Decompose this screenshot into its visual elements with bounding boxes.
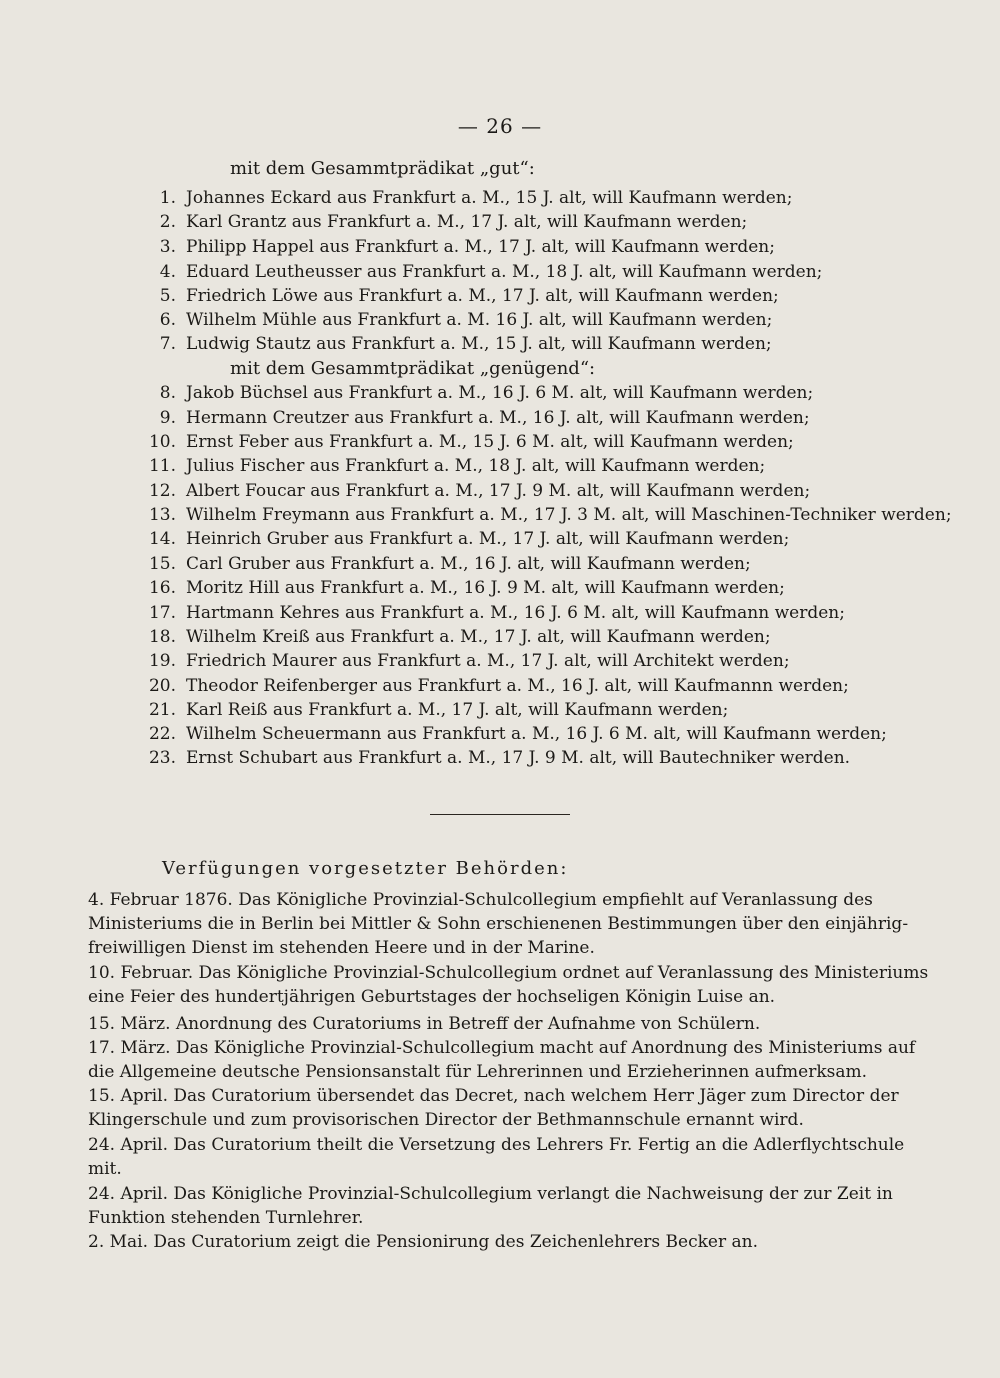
list-item <box>140 237 960 261</box>
page-number: — 26 — <box>457 114 543 138</box>
item-number: 6. <box>159 310 176 330</box>
decree-entry <box>88 1230 938 1254</box>
item-number: 22. <box>148 724 176 744</box>
item-number: 1. <box>159 188 176 208</box>
decree-date: 24. April. <box>88 1184 169 1204</box>
decree-text: Das Curatorium zeigt die Pensionirung des Zeichenlehrers Becker an. <box>153 1232 758 1252</box>
item-number: 15. <box>148 554 176 574</box>
item-number: 23. <box>148 748 176 768</box>
list-item <box>140 724 960 748</box>
decree-date: 17. März. <box>88 1038 171 1058</box>
item-number: 4. <box>159 262 176 282</box>
decree-entry <box>88 1182 938 1230</box>
item-number: 17. <box>148 603 176 623</box>
decree-text: Anordnung des Curatoriums in Betreff der Aufnahme von Schülern. <box>175 1014 761 1034</box>
list-item <box>140 212 960 236</box>
item-text: Eduard Leutheusser aus Frankfurt a. M., 18 J. alt, will Kaufmann werden; <box>186 262 823 282</box>
item-number: 20. <box>148 676 176 696</box>
list-item <box>140 700 960 724</box>
list-item <box>140 262 960 286</box>
decree-entry <box>88 1012 938 1036</box>
list-item <box>140 188 960 212</box>
list-item <box>140 651 960 675</box>
list-item <box>140 408 960 432</box>
item-text: Wilhelm Freymann aus Frankfurt a. M., 17 J. 3 M. alt, will Maschinen-Techniker werden; <box>186 505 952 525</box>
list-item <box>140 432 960 456</box>
list-item <box>140 578 960 602</box>
decrees-title: Verfügungen vorgesetzter Behörden: <box>162 858 569 879</box>
decree-entry <box>88 1084 938 1132</box>
list-item <box>140 627 960 651</box>
item-text: Hermann Creutzer aus Frankfurt a. M., 16 J. alt, will Kaufmann werden; <box>186 408 810 428</box>
item-number: 8. <box>159 383 176 403</box>
heading-sufficient: mit dem Gesammtprädikat „genügend“: <box>230 358 596 379</box>
item-number: 10. <box>148 432 176 452</box>
item-text: Theodor Reifenberger aus Frankfurt a. M., 16 J. alt, will Kaufmannn werden; <box>186 676 849 696</box>
item-text: Heinrich Gruber aus Frankfurt a. M., 17 J. alt, will Kaufmann werden; <box>186 529 790 549</box>
list-item <box>140 505 960 529</box>
item-text: Philipp Happel aus Frankfurt a. M., 17 J. alt, will Kaufmann werden; <box>186 237 775 257</box>
decree-text: Das Königliche Provinzial-Schulcollegium ordnet auf Veranlassung des Ministeriums eine Feier des hundertjährigen Geburtstages der hochseligen Königin Luise an. <box>88 963 929 1007</box>
item-number: 9. <box>159 408 176 428</box>
list-item <box>140 334 960 358</box>
decree-date: 4. Februar 1876. <box>88 890 233 910</box>
item-number: 11. <box>148 456 176 476</box>
item-text: Ernst Feber aus Frankfurt a. M., 15 J. 6 M. alt, will Kaufmann werden; <box>186 432 794 452</box>
list-item <box>140 286 960 310</box>
item-text: Albert Foucar aus Frankfurt a. M., 17 J. 9 M. alt, will Kaufmann werden; <box>186 481 811 501</box>
decree-date: 10. Februar. <box>88 963 194 983</box>
decree-entry <box>88 888 938 960</box>
item-text: Ernst Schubart aus Frankfurt a. M., 17 J. 9 M. alt, will Bautechniker werden. <box>186 748 851 768</box>
item-text: Johannes Eckard aus Frankfurt a. M., 15 J. alt, will Kaufmann werden; <box>186 188 793 208</box>
item-text: Wilhelm Scheuermann aus Frankfurt a. M., 16 J. 6 M. alt, will Kaufmann werden; <box>186 724 887 744</box>
list-item <box>140 310 960 334</box>
item-text: Karl Reiß aus Frankfurt a. M., 17 J. alt, will Kaufmann werden; <box>186 700 729 720</box>
list-item <box>140 383 960 407</box>
decree-text: Das Königliche Provinzial-Schulcollegium empfiehlt auf Veranlassung des Ministeriums die in Berlin bei Mittler & Sohn erschienenen Bestimmungen über den einjährig-freiwilligen Dienst im stehenden Heere und in der Marine. <box>88 890 909 958</box>
section-divider <box>430 814 570 815</box>
item-number: 3. <box>159 237 176 257</box>
decree-date: 15. März. <box>88 1014 171 1034</box>
item-text: Jakob Büchsel aus Frankfurt a. M., 16 J. 6 M. alt, will Kaufmann werden; <box>186 383 814 403</box>
list-item <box>140 676 960 700</box>
heading-good: mit dem Gesammtprädikat „gut“: <box>230 158 535 179</box>
item-text: Friedrich Maurer aus Frankfurt a. M., 17 J. alt, will Architekt werden; <box>186 651 790 671</box>
item-number: 19. <box>148 651 176 671</box>
decree-text: Das Königliche Provinzial-Schulcollegium verlangt die Nachweisung der zur Zeit in Funktion stehenden Turnlehrer. <box>88 1184 893 1228</box>
decree-text: Das Curatorium übersendet das Decret, nach welchem Herr Jäger zum Director der Klingerschule und zum provisorischen Director der Bethmannschule ernannt wird. <box>88 1086 899 1130</box>
item-text: Hartmann Kehres aus Frankfurt a. M., 16 J. 6 M. alt, will Kaufmann werden; <box>186 603 845 623</box>
list-item <box>140 481 960 505</box>
decree-entry <box>88 1036 938 1084</box>
decree-date: 24. April. <box>88 1135 169 1155</box>
item-text: Carl Gruber aus Frankfurt a. M., 16 J. alt, will Kaufmann werden; <box>186 554 751 574</box>
item-text: Karl Grantz aus Frankfurt a. M., 17 J. alt, will Kaufmann werden; <box>186 212 748 232</box>
decree-date: 15. April. <box>88 1086 169 1106</box>
item-number: 18. <box>148 627 176 647</box>
decree-text: Das Königliche Provinzial-Schulcollegium macht auf Anordnung des Ministeriums auf die Allgemeine deutsche Pensionsanstalt für Lehrerinnen und Erzieherinnen aufmerksam. <box>88 1038 916 1082</box>
decree-date: 2. Mai. <box>88 1232 149 1252</box>
item-text: Moritz Hill aus Frankfurt a. M., 16 J. 9 M. alt, will Kaufmann werden; <box>186 578 785 598</box>
list-item <box>140 748 960 772</box>
item-number: 14. <box>148 529 176 549</box>
item-text: Wilhelm Mühle aus Frankfurt a. M. 16 J. alt, will Kaufmann werden; <box>186 310 773 330</box>
decree-entry <box>88 1133 938 1181</box>
item-number: 12. <box>148 481 176 501</box>
item-number: 13. <box>148 505 176 525</box>
item-number: 21. <box>148 700 176 720</box>
list-item <box>140 456 960 480</box>
item-text: Ludwig Stautz aus Frankfurt a. M., 15 J. alt, will Kaufmann werden; <box>186 334 772 354</box>
item-number: 7. <box>159 334 176 354</box>
decree-text: Das Curatorium theilt die Versetzung des Lehrers Fr. Fertig an die Adlerflychtschule mit. <box>88 1135 905 1179</box>
decree-entry <box>88 961 938 1009</box>
list-item <box>140 603 960 627</box>
list-item <box>140 554 960 578</box>
list-item <box>140 529 960 553</box>
item-text: Wilhelm Kreiß aus Frankfurt a. M., 17 J. alt, will Kaufmann werden; <box>186 627 771 647</box>
item-text: Julius Fischer aus Frankfurt a. M., 18 J. alt, will Kaufmann werden; <box>186 456 766 476</box>
item-number: 2. <box>159 212 176 232</box>
item-number: 16. <box>148 578 176 598</box>
item-text: Friedrich Löwe aus Frankfurt a. M., 17 J. alt, will Kaufmann werden; <box>186 286 779 306</box>
item-number: 5. <box>159 286 176 306</box>
